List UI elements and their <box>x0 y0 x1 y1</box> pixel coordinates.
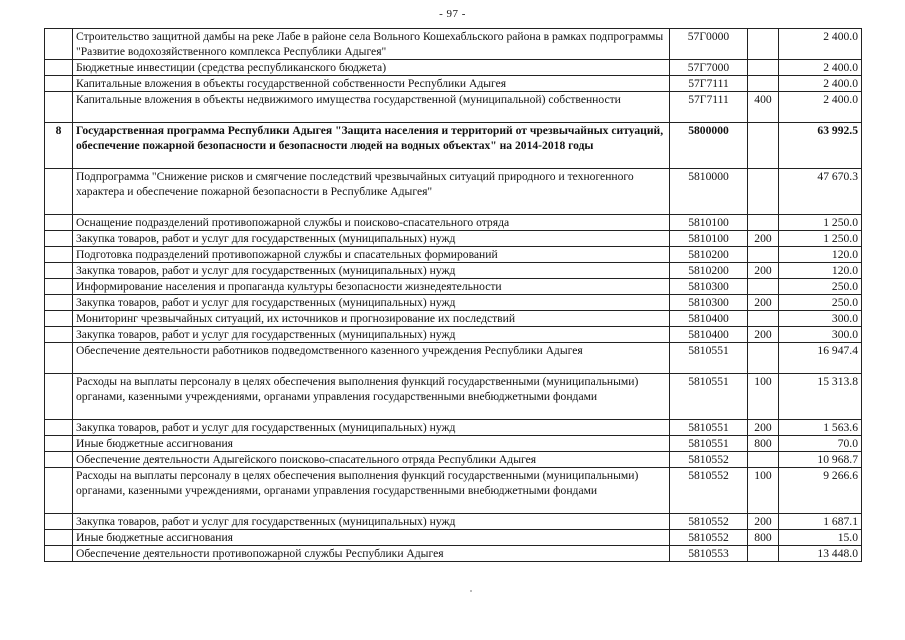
table-row <box>45 343 862 374</box>
row-number <box>45 169 73 215</box>
row-name: Строительство защитной дамбы на реке Лабе в районе села Вольного Кошехабльского района в рамках подпрограммы "Развитие водохозяйственного комплекса Республики Адыгея" <box>73 29 670 60</box>
row-sum: 1 250.0 <box>779 215 862 231</box>
row-number <box>45 215 73 231</box>
table-row <box>45 231 862 247</box>
table-row <box>45 169 862 215</box>
table-row <box>45 468 862 514</box>
row-sum: 16 947.4 <box>779 343 862 374</box>
row-code: 57Г7111 <box>670 92 748 123</box>
row-name: Капитальные вложения в объекты государственной собственности Республики Адыгея <box>73 76 670 92</box>
row-name: Закупка товаров, работ и услуг для государственных (муниципальных) нужд <box>73 295 670 311</box>
row-code: 5810551 <box>670 420 748 436</box>
table-row <box>45 279 862 295</box>
row-name: Закупка товаров, работ и услуг для государственных (муниципальных) нужд <box>73 420 670 436</box>
row-code: 5810551 <box>670 343 748 374</box>
row-sum: 2 400.0 <box>779 60 862 76</box>
row-number <box>45 76 73 92</box>
row-code: 57Г7111 <box>670 76 748 92</box>
row-name: Бюджетные инвестиции (средства республиканского бюджета) <box>73 60 670 76</box>
row-code: 5810100 <box>670 231 748 247</box>
row-code: 5810200 <box>670 263 748 279</box>
row-number <box>45 263 73 279</box>
row-code: 5810300 <box>670 295 748 311</box>
table-row <box>45 263 862 279</box>
row-sum: 9 266.6 <box>779 468 862 514</box>
row-expense-type: 200 <box>748 327 779 343</box>
row-code: 57Г0000 <box>670 29 748 60</box>
row-name: Обеспечение деятельности Адыгейского поисково-спасательного отряда Республики Адыгея <box>73 452 670 468</box>
row-sum: 250.0 <box>779 295 862 311</box>
table-row <box>45 452 862 468</box>
row-sum: 10 968.7 <box>779 452 862 468</box>
row-expense-type <box>748 546 779 562</box>
table-row <box>45 215 862 231</box>
row-sum: 2 400.0 <box>779 76 862 92</box>
row-number <box>45 295 73 311</box>
row-number: 8 <box>45 123 73 169</box>
table-row <box>45 327 862 343</box>
row-name: Обеспечение деятельности работников подведомственного казенного учреждения Республики Адыгея <box>73 343 670 374</box>
row-expense-type: 200 <box>748 295 779 311</box>
row-expense-type <box>748 452 779 468</box>
row-expense-type <box>748 343 779 374</box>
row-expense-type: 800 <box>748 436 779 452</box>
row-expense-type <box>748 247 779 263</box>
row-sum: 300.0 <box>779 311 862 327</box>
row-expense-type: 400 <box>748 92 779 123</box>
row-number <box>45 420 73 436</box>
row-code: 5810300 <box>670 279 748 295</box>
row-expense-type <box>748 76 779 92</box>
row-sum: 1 687.1 <box>779 514 862 530</box>
table-row <box>45 123 862 169</box>
row-code: 5810200 <box>670 247 748 263</box>
row-expense-type <box>748 311 779 327</box>
table-row <box>45 530 862 546</box>
row-number <box>45 546 73 562</box>
row-code: 5810552 <box>670 452 748 468</box>
table-row <box>45 420 862 436</box>
row-number <box>45 279 73 295</box>
table-row <box>45 436 862 452</box>
row-code: 5810100 <box>670 215 748 231</box>
row-sum: 63 992.5 <box>779 123 862 169</box>
row-sum: 2 400.0 <box>779 29 862 60</box>
row-number <box>45 311 73 327</box>
row-name: Подпрограмма "Снижение рисков и смягчение последствий чрезвычайных ситуаций природного и техногенного характера и обеспечение пожарной безопасности в Республике Адыгея" <box>73 169 670 215</box>
row-sum: 47 670.3 <box>779 169 862 215</box>
row-code: 5810552 <box>670 530 748 546</box>
row-code: 5810000 <box>670 169 748 215</box>
row-expense-type <box>748 60 779 76</box>
row-number <box>45 452 73 468</box>
row-code: 5810400 <box>670 311 748 327</box>
row-name: Иные бюджетные ассигнования <box>73 530 670 546</box>
table-row <box>45 311 862 327</box>
row-code: 5800000 <box>670 123 748 169</box>
table-row <box>45 76 862 92</box>
row-expense-type: 800 <box>748 530 779 546</box>
row-expense-type <box>748 29 779 60</box>
table-row <box>45 247 862 263</box>
row-sum: 120.0 <box>779 247 862 263</box>
row-number <box>45 343 73 374</box>
row-name: Закупка товаров, работ и услуг для государственных (муниципальных) нужд <box>73 514 670 530</box>
row-expense-type <box>748 169 779 215</box>
row-expense-type <box>748 123 779 169</box>
row-code: 5810553 <box>670 546 748 562</box>
row-name: Оснащение подразделений противопожарной службы и поисково-спасательного отряда <box>73 215 670 231</box>
row-expense-type: 200 <box>748 231 779 247</box>
row-expense-type <box>748 215 779 231</box>
row-code: 5810552 <box>670 468 748 514</box>
row-name: Расходы на выплаты персоналу в целях обеспечения выполнения функций государственными (муниципальными) органами, казенными учреждениями, органами управления государственными внебюджетными фондами <box>73 374 670 420</box>
table-row <box>45 374 862 420</box>
row-number <box>45 92 73 123</box>
row-sum: 2 400.0 <box>779 92 862 123</box>
table-row <box>45 92 862 123</box>
row-code: 5810400 <box>670 327 748 343</box>
row-expense-type: 200 <box>748 263 779 279</box>
row-name: Закупка товаров, работ и услуг для государственных (муниципальных) нужд <box>73 327 670 343</box>
row-number <box>45 374 73 420</box>
row-number <box>45 231 73 247</box>
row-expense-type: 200 <box>748 420 779 436</box>
row-code: 5810552 <box>670 514 748 530</box>
row-code: 5810551 <box>670 374 748 420</box>
row-code: 57Г7000 <box>670 60 748 76</box>
row-name: Мониторинг чрезвычайных ситуаций, их источников и прогнозирование их последствий <box>73 311 670 327</box>
table-row <box>45 60 862 76</box>
row-number <box>45 514 73 530</box>
row-sum: 70.0 <box>779 436 862 452</box>
table-row <box>45 514 862 530</box>
page-number: - 97 - <box>439 8 466 20</box>
scan-speck <box>470 590 472 592</box>
row-name: Информирование населения и пропаганда культуры безопасности жизнедеятельности <box>73 279 670 295</box>
row-sum: 120.0 <box>779 263 862 279</box>
row-expense-type: 200 <box>748 514 779 530</box>
row-sum: 1 563.6 <box>779 420 862 436</box>
row-sum: 250.0 <box>779 279 862 295</box>
row-name: Капитальные вложения в объекты недвижимого имущества государственной (муниципальной) собственности <box>73 92 670 123</box>
row-sum: 300.0 <box>779 327 862 343</box>
budget-table <box>44 28 862 562</box>
row-name: Закупка товаров, работ и услуг для государственных (муниципальных) нужд <box>73 231 670 247</box>
row-expense-type: 100 <box>748 374 779 420</box>
row-number <box>45 29 73 60</box>
row-name: Государственная программа Республики Адыгея "Защита населения и территорий от чрезвычайных ситуаций, обеспечение пожарной безопасности и безопасности людей на водных объектах" на 2014-2018 годы <box>73 123 670 169</box>
row-expense-type <box>748 279 779 295</box>
row-name: Подготовка подразделений противопожарной службы и спасательных формирований <box>73 247 670 263</box>
table-row <box>45 546 862 562</box>
row-sum: 1 250.0 <box>779 231 862 247</box>
row-number <box>45 530 73 546</box>
row-number <box>45 468 73 514</box>
row-name: Обеспечение деятельности противопожарной службы Республики Адыгея <box>73 546 670 562</box>
row-sum: 15.0 <box>779 530 862 546</box>
row-code: 5810551 <box>670 436 748 452</box>
row-number <box>45 327 73 343</box>
table-row <box>45 295 862 311</box>
row-number <box>45 247 73 263</box>
row-sum: 15 313.8 <box>779 374 862 420</box>
table-row <box>45 29 862 60</box>
row-number <box>45 436 73 452</box>
row-sum: 13 448.0 <box>779 546 862 562</box>
row-expense-type: 100 <box>748 468 779 514</box>
row-name: Иные бюджетные ассигнования <box>73 436 670 452</box>
row-name: Закупка товаров, работ и услуг для государственных (муниципальных) нужд <box>73 263 670 279</box>
row-number <box>45 60 73 76</box>
row-name: Расходы на выплаты персоналу в целях обеспечения выполнения функций государственными (муниципальными) органами, казенными учреждениями, органами управления государственными внебюджетными фондами <box>73 468 670 514</box>
